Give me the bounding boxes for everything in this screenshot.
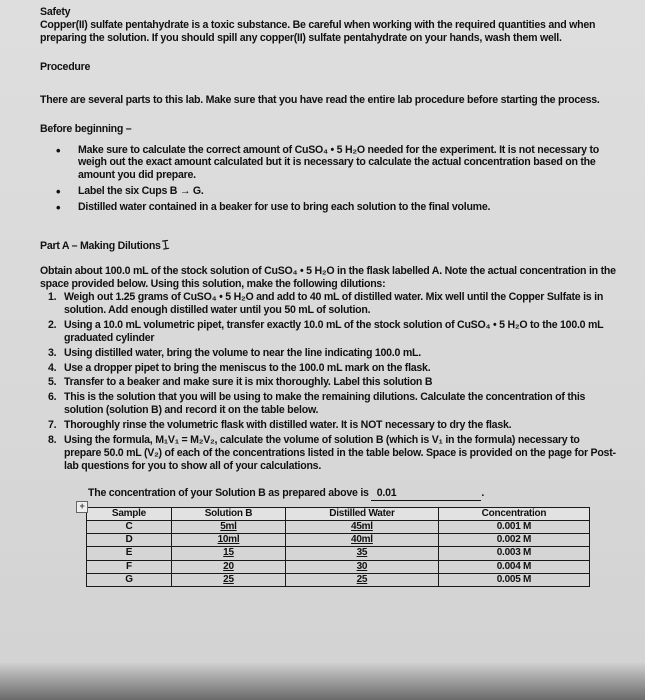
cell-concentration: 0.003 M [438,547,589,560]
step-number: 8. [48,434,57,447]
step-number: 7. [48,419,57,432]
step-text: Transfer to a beaker and make sure it is mix thoroughly. Label this solution B [64,376,433,389]
list-item [48,291,617,317]
header-solution-b: Solution B [171,507,285,520]
cell-solution-b[interactable]: 5ml [171,521,285,534]
safety-text: Copper(II) sulfate pentahydrate is a toxic substance. Be careful when working with the required quantities and when preparing the solution. If you should spill any copper(II) sulfate pentahydrate on your hands, wash them well. [40,18,596,44]
step-number: 3. [48,346,57,359]
safety-heading: Safety [40,6,71,18]
list-item [48,391,617,417]
part-a-intro: Obtain about 100.0 mL of the stock solution of CuSO₄ • 5 H₂O in the flask labelled A. Note the actual concentration in the space provided below. Using this solution, make the following dilutions: [40,265,616,290]
part-a-title: Part A – Making Dilutions [40,240,161,253]
cell-solution-b[interactable]: 25 [171,573,285,586]
cell-distilled-water[interactable]: 30 [286,560,439,573]
procedure-note: There are several parts to this lab. Make sure that you have read the entire lab procedure before starting the process. [40,93,600,106]
procedure-heading: Procedure [40,60,91,73]
cell-sample: C [87,521,172,534]
step-text: Using the formula, M₁V₁ = M₂V₂, calculate the volume of solution B (which is V₁ in the formula) necessary to prepare 50.0 mL (V₂) of each of the concentrations listed in the table below. Space is provided on the page for Post-lab questions for you to show all of your calculations. [64,434,616,472]
step-number: 2. [48,318,57,331]
cell-distilled-water[interactable]: 40ml [286,534,439,547]
step-text: Thoroughly rinse the volumetric flask with distilled water. It is NOT necessary to dry the flask. [64,419,512,432]
cell-sample: D [87,534,172,547]
table-move-handle-icon[interactable]: + [76,501,88,513]
list-item: • Make sure to calculate the correct amount of CuSO₄ • 5 H₂O needed for the experiment. It is not necessary to weigh out the exact amount calculated but it is necessary to calculate the actual concentration based on the amount you did prepare. [56,144,617,183]
steps-list [40,291,617,473]
before-list [40,144,617,215]
cell-distilled-water[interactable]: 35 [286,547,439,560]
table-header-row [87,507,590,520]
dilution-table-wrap [79,500,590,587]
step-text: Use a dropper pipet to bring the meniscus to the 100.0 mL mark on the flask. [64,361,431,374]
concentration-label: The concentration of your Solution B as prepared above is [88,486,369,499]
cell-solution-b[interactable]: 20 [171,560,285,573]
step-text: This is the solution that you will be using to make the remaining dilutions. Calculate the concentration of this solution (solution B) and record it on the table below. [64,391,586,417]
cell-sample: G [87,573,172,586]
list-item [48,419,617,432]
step-number: 1. [48,290,57,303]
table-row [87,534,590,547]
step-text: Weigh out 1.25 grams of CuSO₄ • 5 H₂O and add to 40 mL of distilled water. Mix well until the Copper Sulfate is in solution. Add enough distilled water until you 50 mL of solution. [64,290,604,316]
part-a-heading [40,237,617,253]
table-row [87,521,590,534]
list-item [48,376,617,389]
list-item [48,319,617,345]
list-item [48,434,617,473]
step-number: 4. [48,361,57,374]
list-item [48,347,617,360]
concentration-line: The concentration of your Solution B as prepared above is 0.01 . [88,486,485,499]
table-row [87,560,590,573]
dilution-table [86,507,590,587]
header-sample: Sample [87,507,172,520]
step-number: 6. [48,391,57,404]
header-distilled-water: Distilled Water [286,507,439,520]
concentration-value[interactable] [371,487,481,501]
table-row [87,547,590,560]
concentration-value-text: 0.01 [376,486,397,499]
cell-concentration: 0.001 M [438,521,589,534]
cell-solution-b[interactable]: 10ml [171,534,285,547]
cell-concentration: 0.004 M [438,560,589,573]
step-text: Using distilled water, bring the volume to near the line indicating 100.0 mL. [64,346,421,359]
cell-sample: E [87,547,172,560]
cell-concentration: 0.002 M [438,534,589,547]
table-row [87,573,590,586]
list-item [48,362,617,375]
header-concentration: Concentration [438,507,589,520]
cell-distilled-water[interactable]: 25 [286,573,439,586]
cell-sample: F [87,560,172,573]
step-text: Using a 10.0 mL volumetric pipet, transfer exactly 10.0 mL of the stock solution of CuSO₄ • 5 H₂O to the 100.0 mL graduated cylinder [64,318,604,344]
cell-solution-b[interactable]: 15 [171,547,285,560]
cell-distilled-water[interactable]: 45ml [286,521,439,534]
cell-concentration: 0.005 M [438,573,589,586]
before-heading: Before beginning – [40,122,132,135]
text-cursor-icon: 𝙸 [159,236,171,253]
step-number: 5. [48,376,57,389]
list-item: • Distilled water contained in a beaker for use to bring each solution to the final volume. [56,201,617,214]
list-item: • Label the six Cups B → G. [56,185,617,198]
